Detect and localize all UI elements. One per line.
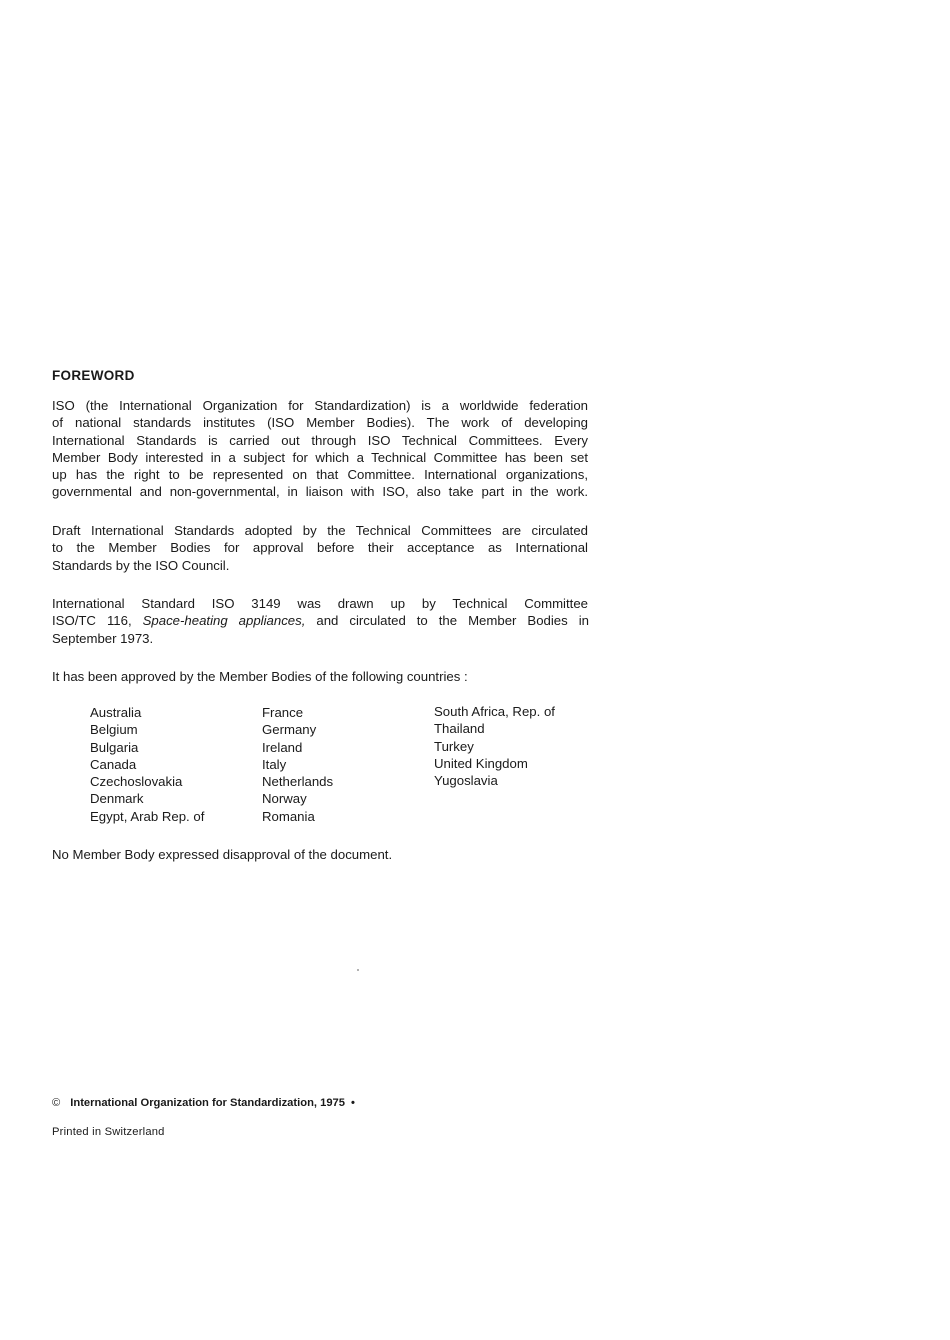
country-item: Yugoslavia bbox=[434, 773, 498, 789]
country-item: Thailand bbox=[434, 721, 485, 737]
foreword-heading: FOREWORD bbox=[52, 368, 135, 383]
foreword-paragraph-iso-3149 bbox=[52, 595, 588, 647]
text-line: International Standards is carried out through ISO Technical Committees. Every bbox=[52, 432, 588, 448]
foreword-paragraph-approval bbox=[52, 668, 588, 685]
text-line: No Member Body expressed disapproval of the document. bbox=[52, 847, 393, 862]
country-item: Romania bbox=[262, 808, 315, 824]
copyright-text: International Organization for Standardization, 1975 bbox=[70, 1097, 346, 1109]
text-line: International Standard ISO 3149 was drawn up by Technical Committee bbox=[52, 596, 588, 611]
country-item: Belgium bbox=[90, 722, 138, 738]
text-line: Draft International Standards adopted by the Technical Committees are circulated bbox=[52, 523, 588, 538]
text-line: governmental and non-governmental, in liaison with ISO, also take part in the work. bbox=[52, 484, 588, 500]
bullet-icon: • bbox=[351, 1097, 355, 1109]
text-line: It has been approved by the Member Bodies of the following countries : bbox=[52, 669, 468, 684]
foreword-paragraph-draft-standards bbox=[52, 522, 588, 574]
foreword-paragraph-disapproval bbox=[52, 846, 588, 863]
text-line: of national standards institutes (ISO Member Bodies). The work of developing bbox=[52, 415, 588, 431]
country-item: Norway bbox=[262, 791, 307, 807]
country-item: Turkey bbox=[434, 738, 474, 754]
country-item: Egypt, Arab Rep. of bbox=[90, 808, 205, 824]
committee-title: Space-heating appliances, bbox=[142, 613, 306, 629]
printed-in-notice: Printed in Switzerland bbox=[52, 1126, 165, 1138]
country-item: France bbox=[262, 705, 304, 720]
countries-column-1 bbox=[90, 704, 204, 825]
country-item: Netherlands bbox=[262, 774, 334, 790]
country-item: Czechoslovakia bbox=[90, 774, 183, 790]
copyright-symbol-icon: © bbox=[52, 1097, 61, 1109]
country-item: Denmark bbox=[90, 791, 144, 807]
text-line: up has the right to be represented on that Committee. International organizations, bbox=[52, 467, 588, 483]
country-item: Ireland bbox=[262, 739, 303, 755]
scan-speck bbox=[357, 969, 359, 971]
text-line bbox=[52, 612, 589, 629]
country-item: Italy bbox=[262, 756, 287, 772]
country-item: Germany bbox=[262, 722, 317, 738]
country-item: United Kingdom bbox=[434, 755, 528, 771]
foreword-paragraph-iso bbox=[52, 397, 588, 501]
countries-column-2 bbox=[262, 704, 333, 825]
text-line: to the Member Bodies for approval before their acceptance as International bbox=[52, 540, 588, 556]
text-line: September 1973. bbox=[52, 630, 154, 646]
text-line: Standards by the ISO Council. bbox=[52, 557, 230, 573]
text-line: Member Body interested in a subject for which a Technical Committee has been set bbox=[52, 449, 588, 465]
country-item: Canada bbox=[90, 756, 137, 772]
text-line: ISO (the International Organization for Standardization) is a worldwide federation bbox=[52, 398, 588, 413]
country-item: Australia bbox=[90, 705, 142, 720]
countries-column-3 bbox=[434, 703, 555, 789]
country-item: South Africa, Rep. of bbox=[434, 704, 555, 719]
country-item: Bulgaria bbox=[90, 739, 139, 755]
text-fragment: and circulated to the Member Bodies in bbox=[316, 613, 589, 629]
committee-reference: ISO/TC 116, bbox=[52, 613, 132, 629]
copyright-notice bbox=[52, 1097, 355, 1109]
